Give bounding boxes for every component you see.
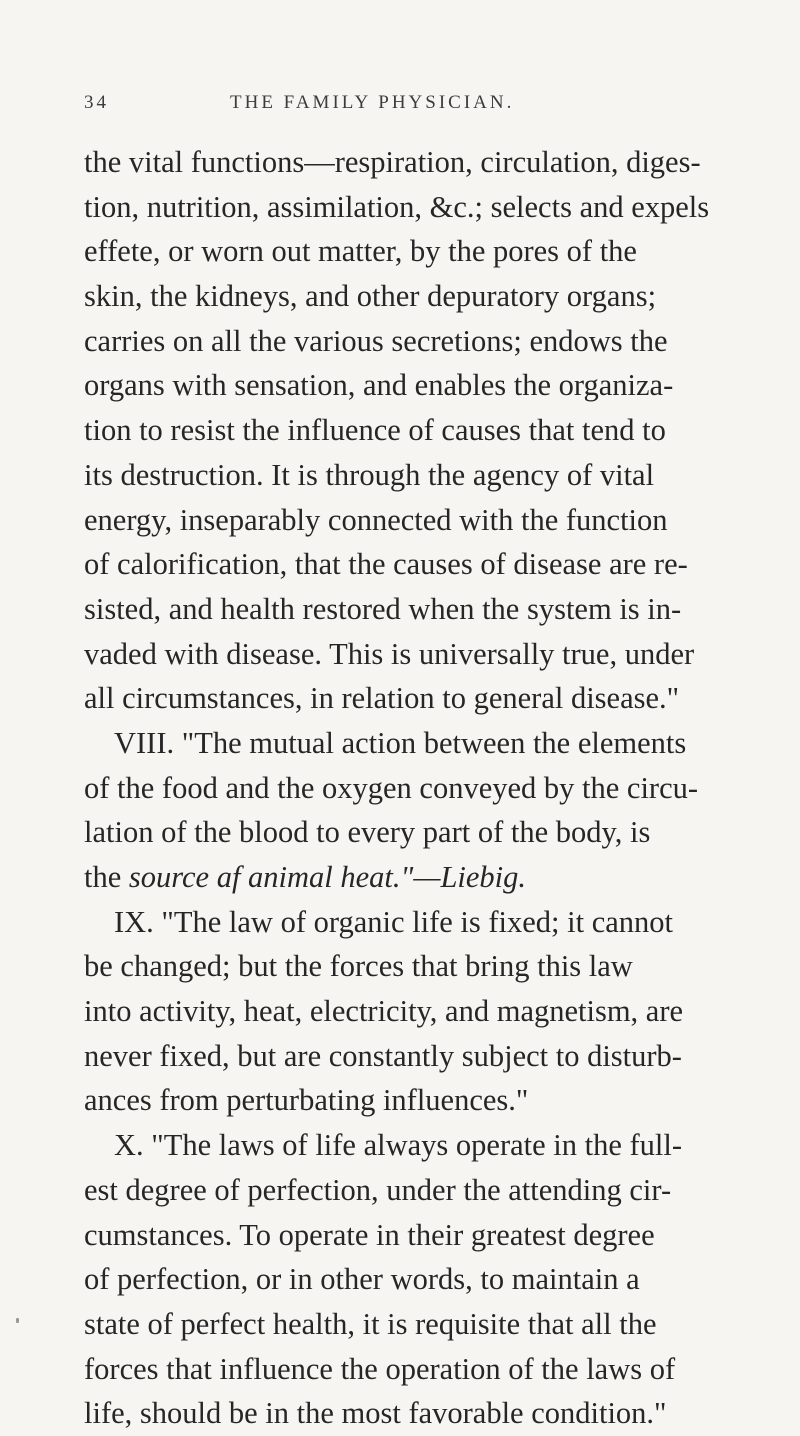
text-line: lation of the blood to every part of the body, is [84,815,651,850]
text-line: of the food and the oxygen conveyed by the circu- [84,770,699,805]
text-line: all circumstances, in relation to general disease." [84,681,680,716]
text-line: its destruction. It is through the agency of vital [84,457,655,492]
running-title: THE FAMILY PHYSICIAN. [230,92,515,113]
text-line: tion to resist the influence of causes that tend to [84,413,666,448]
text-line: state of perfect health, it is requisite that all the [84,1306,657,1341]
text-line: organs with sensation, and enables the organiza- [84,368,674,403]
text-line: of calorification, that the causes of disease are re- [84,547,688,582]
text-line: effete, or worn out matter, by the pores of the [84,234,637,269]
text-line: forces that influence the operation of the laws of [84,1351,676,1386]
text-line: of perfection, or in other words, to maintain a [84,1262,640,1297]
text-line: be changed; but the forces that bring this law [84,949,633,984]
text-line: life, should be in the most favorable condition." [84,1396,667,1431]
paragraph-ix-start: IX. "The law of organic life is fixed; it cannot [114,904,674,939]
text-line-citation [84,855,790,900]
text-line: tion, nutrition, assimilation, &c.; selects and expels [84,189,710,224]
text-line: carries on all the various secretions; endows the [84,323,668,358]
text-line: skin, the kidneys, and other depuratory organs; [84,279,657,314]
text-line: the vital functions—respiration, circulation, diges- [84,145,701,179]
text-line: cumstances. To operate in their greatest degree [84,1217,655,1252]
text-line: ances from perturbating influences." [84,1083,529,1118]
text-line: sisted, and health restored when the system is in- [84,591,682,626]
page-number: 34 [84,92,109,113]
running-head [84,92,774,122]
paragraph-viii-start: VIII. "The mutual action between the elements [114,725,687,760]
text-line: into activity, heat, electricity, and magnetism, are [84,994,684,1029]
text-line: energy, inseparably connected with the function [84,502,668,537]
text-line: vaded with disease. This is universally true, under [84,636,695,671]
body-text [84,140,790,1436]
citation-prefix: the [84,860,129,894]
citation-emphasis: source af animal heat."—Liebig. [128,860,527,894]
scan-speck [16,1318,19,1323]
text-line: est degree of perfection, under the attending cir- [84,1172,672,1207]
text-line: never fixed, but are constantly subject to disturb- [84,1038,682,1073]
paragraph-x-start: X. "The laws of life always operate in the full- [114,1128,683,1163]
